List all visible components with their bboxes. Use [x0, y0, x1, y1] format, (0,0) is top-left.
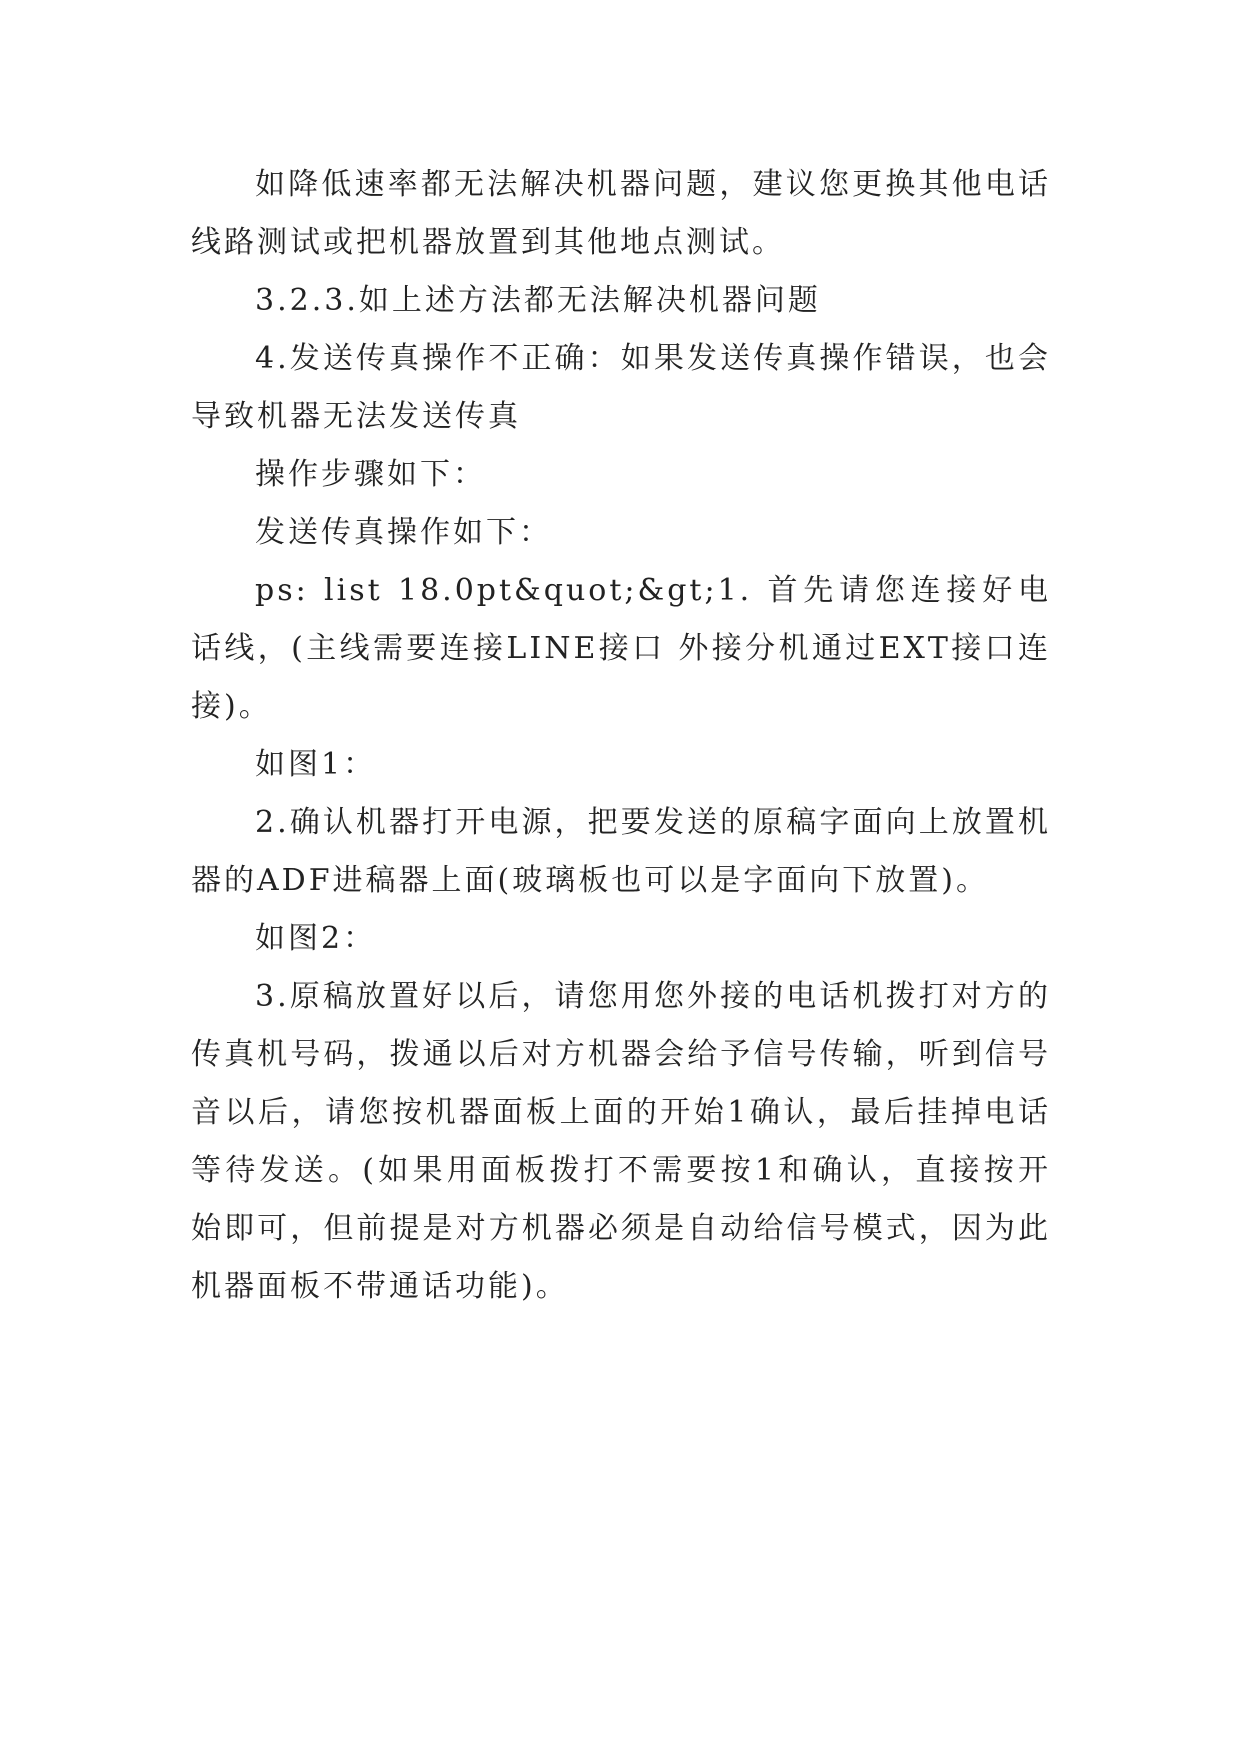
paragraph-steps-heading: 操作步骤如下： — [255, 457, 486, 492]
paragraph-send-fax-heading: 发送传真操作如下： — [255, 515, 552, 550]
paragraph-figure-1: 如图1： — [255, 747, 377, 782]
paragraph-item-4: 4.发送传真操作不正确：如果发送传真操作错误，也会导致机器无法发送传真 — [191, 341, 1051, 434]
paragraph-figure-2: 如图2： — [255, 921, 377, 956]
paragraph-step-2: 2.确认机器打开电源，把要发送的原稿字面向上放置机器的ADF进稿器上面(玻璃板也可以是字面向下放置)。 — [191, 805, 1051, 898]
document-body — [191, 156, 1051, 1316]
paragraph-step-3: 3.原稿放置好以后，请您用您外接的电话机拨打对方的传真机号码，拨通以后对方机器会给予信号传输，听到信号音以后，请您按机器面板上面的开始1确认，最后挂掉电话等待发送。(如果用面板拨打不需要按1和确认，直接按开始即可，但前提是对方机器必须是自动给信号模式，因为此机器面板不带通话功能)。 — [191, 979, 1051, 1304]
paragraph-speed-advice: 如降低速率都无法解决机器问题，建议您更换其他电话线路测试或把机器放置到其他地点测试。 — [191, 167, 1051, 260]
paragraph-step-1: ps: list 18.0pt&quot;&gt;1. 首先请您连接好电话线，(主线需要连接LINE接口 外接分机通过EXT接口连接)。 — [191, 573, 1051, 724]
paragraph-section-3-2-3: 3.2.3.如上述方法都无法解决机器问题 — [255, 283, 821, 318]
